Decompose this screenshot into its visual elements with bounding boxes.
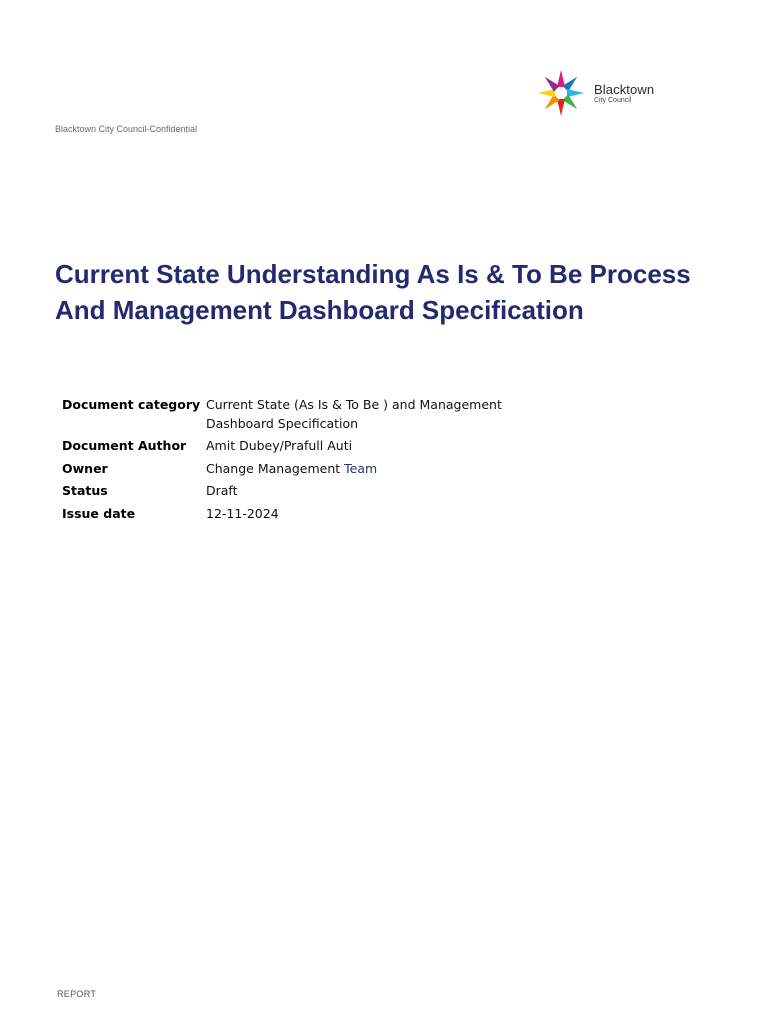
meta-value: Current State (As Is & To Be ) and Management Dashboard Specification <box>206 397 502 431</box>
meta-row-issue-date <box>55 501 556 524</box>
meta-row-owner <box>55 456 556 479</box>
meta-value-cell <box>206 456 556 479</box>
confidential-note: Blacktown City Council-Confidential <box>55 124 198 134</box>
meta-key: Document category <box>62 397 201 412</box>
meta-value: Change Management <box>206 460 341 476</box>
meta-value: Amit Dubey/Prafull Auti <box>206 438 353 453</box>
meta-value-accent: Team <box>344 460 378 476</box>
meta-row-status <box>55 478 556 501</box>
meta-key: Owner <box>62 460 108 476</box>
meta-key: Status <box>62 483 108 498</box>
document-title: Current State Understanding As Is & To Be Process And Management Dashboard Specification <box>55 259 691 325</box>
meta-value: 12-11-2024 <box>206 505 279 521</box>
meta-row-author <box>55 433 556 456</box>
logo-name: Blacktown <box>594 82 655 97</box>
footer-label: REPORT <box>57 989 97 999</box>
meta-key: Issue date <box>62 505 136 521</box>
blacktown-logo <box>530 66 670 122</box>
meta-value: Draft <box>206 483 238 498</box>
logo-subtitle: City Council <box>594 97 632 104</box>
document-meta-table <box>55 396 556 523</box>
logo-text <box>594 83 654 104</box>
meta-row-category <box>55 396 556 433</box>
meta-key: Document Author <box>62 438 187 453</box>
star-flower-icon <box>530 70 592 118</box>
